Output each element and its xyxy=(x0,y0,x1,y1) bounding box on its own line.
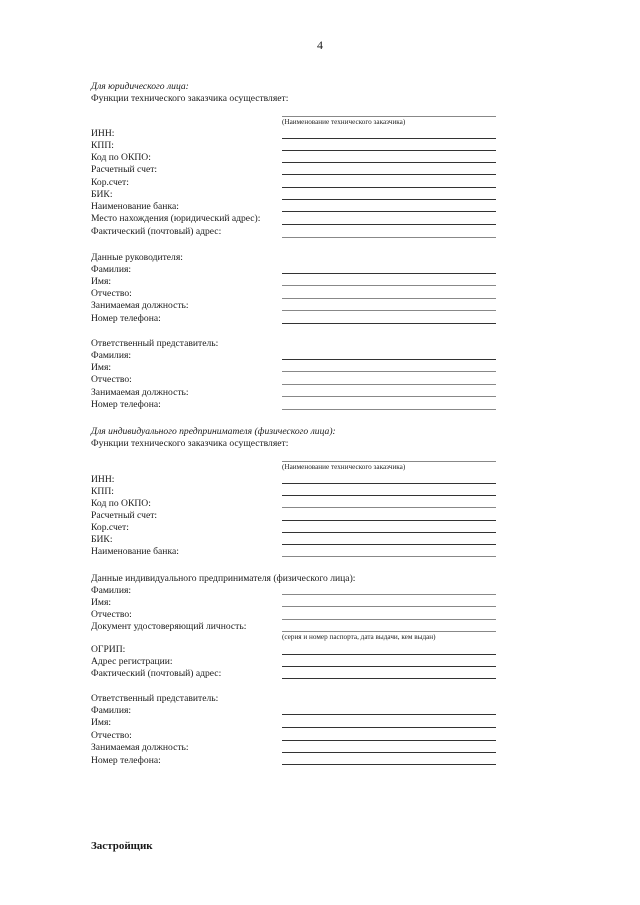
field-label: Номер телефона: xyxy=(91,755,161,766)
field-line[interactable] xyxy=(282,654,496,655)
field-line[interactable] xyxy=(282,273,496,274)
field-line[interactable] xyxy=(282,371,496,372)
field-line[interactable] xyxy=(282,323,496,324)
field-line[interactable] xyxy=(282,556,496,557)
field-label: Занимаемая должность: xyxy=(91,300,189,311)
field-label: Наименование банка: xyxy=(91,201,179,212)
field-line[interactable] xyxy=(282,384,496,385)
field-label: Имя: xyxy=(91,717,112,728)
field-line[interactable] xyxy=(282,532,496,533)
legal-entity-heading: Для юридического лица: xyxy=(91,81,189,92)
legal-entity-intro: Функции технического заказчика осуществляет: xyxy=(91,93,289,104)
field-line[interactable] xyxy=(282,752,496,753)
customer-name-caption: (Наименование технического заказчика) xyxy=(282,463,406,471)
customer-name-line[interactable] xyxy=(282,116,496,117)
field-label: БИК: xyxy=(91,189,113,200)
field-label: Отчество: xyxy=(91,609,132,620)
field-line[interactable] xyxy=(282,396,496,397)
field-line[interactable] xyxy=(282,631,496,632)
field-line[interactable] xyxy=(282,162,496,163)
field-label: Код по ОКПО: xyxy=(91,498,151,509)
field-label: Место нахождения (юридический адрес): xyxy=(91,213,261,224)
individual-heading: Для индивидуального предпринимателя (физического лица): xyxy=(91,426,336,437)
representative-heading: Ответственный представитель: xyxy=(91,693,219,704)
field-line[interactable] xyxy=(282,714,496,715)
field-label: ИНН: xyxy=(91,474,115,485)
field-line[interactable] xyxy=(282,237,496,238)
field-line[interactable] xyxy=(282,174,496,175)
field-line[interactable] xyxy=(282,666,496,667)
field-line[interactable] xyxy=(282,150,496,151)
field-line[interactable] xyxy=(282,619,496,620)
field-line[interactable] xyxy=(282,678,496,679)
field-line[interactable] xyxy=(282,544,496,545)
field-label: Фамилия: xyxy=(91,264,132,275)
field-label: Занимаемая должность: xyxy=(91,387,189,398)
field-label: Отчество: xyxy=(91,374,132,385)
field-label: Фамилия: xyxy=(91,350,132,361)
field-label: Отчество: xyxy=(91,730,132,741)
individual-intro: Функции технического заказчика осуществляет: xyxy=(91,438,289,449)
field-line[interactable] xyxy=(282,187,496,188)
field-label: Наименование банка: xyxy=(91,546,179,557)
field-line[interactable] xyxy=(282,310,496,311)
field-label: КПП: xyxy=(91,140,114,151)
field-label: Код по ОКПО: xyxy=(91,152,151,163)
manager-heading: Данные руководителя: xyxy=(91,252,183,263)
field-label: Фамилия: xyxy=(91,585,132,596)
field-line[interactable] xyxy=(282,224,496,225)
field-label: Имя: xyxy=(91,276,112,287)
field-line[interactable] xyxy=(282,285,496,286)
customer-name-line[interactable] xyxy=(282,461,496,462)
field-line[interactable] xyxy=(282,495,496,496)
field-line[interactable] xyxy=(282,483,496,484)
field-label: Занимаемая должность: xyxy=(91,742,189,753)
field-label: ОГРИП: xyxy=(91,644,126,655)
person-heading: Данные индивидуального предпринимателя (физического лица): xyxy=(91,573,356,584)
field-label: ИНН: xyxy=(91,128,115,139)
representative-heading: Ответственный представитель: xyxy=(91,338,219,349)
field-line[interactable] xyxy=(282,409,496,410)
field-label: Имя: xyxy=(91,362,112,373)
field-line[interactable] xyxy=(282,211,496,212)
developer-heading: Застройщик xyxy=(91,840,153,852)
field-line[interactable] xyxy=(282,138,496,139)
field-label: Расчетный счет: xyxy=(91,510,158,521)
field-line[interactable] xyxy=(282,507,496,508)
field-label: Фактический (почтовый) адрес: xyxy=(91,226,222,237)
field-label: Номер телефона: xyxy=(91,399,161,410)
document-caption: (серия и номер паспорта, дата выдачи, кем выдан) xyxy=(282,633,436,641)
field-label: Документ удостоверяющий личность: xyxy=(91,621,247,632)
field-label: Номер телефона: xyxy=(91,313,161,324)
field-line[interactable] xyxy=(282,606,496,607)
field-line[interactable] xyxy=(282,520,496,521)
customer-name-caption: (Наименование технического заказчика) xyxy=(282,118,406,126)
field-line[interactable] xyxy=(282,298,496,299)
field-line[interactable] xyxy=(282,727,496,728)
field-label: Расчетный счет: xyxy=(91,164,158,175)
page-number: 4 xyxy=(317,38,323,52)
field-line[interactable] xyxy=(282,359,496,360)
field-label: Имя: xyxy=(91,597,112,608)
field-line[interactable] xyxy=(282,740,496,741)
field-line[interactable] xyxy=(282,199,496,200)
field-label: Кор.счет: xyxy=(91,177,129,188)
field-label: Фактический (почтовый) адрес: xyxy=(91,668,222,679)
field-label: КПП: xyxy=(91,486,114,497)
field-line[interactable] xyxy=(282,594,496,595)
field-label: Адрес регистрации: xyxy=(91,656,173,667)
field-label: БИК: xyxy=(91,534,113,545)
field-label: Кор.счет: xyxy=(91,522,129,533)
field-line[interactable] xyxy=(282,764,496,765)
field-label: Фамилия: xyxy=(91,705,132,716)
field-label: Отчество: xyxy=(91,288,132,299)
